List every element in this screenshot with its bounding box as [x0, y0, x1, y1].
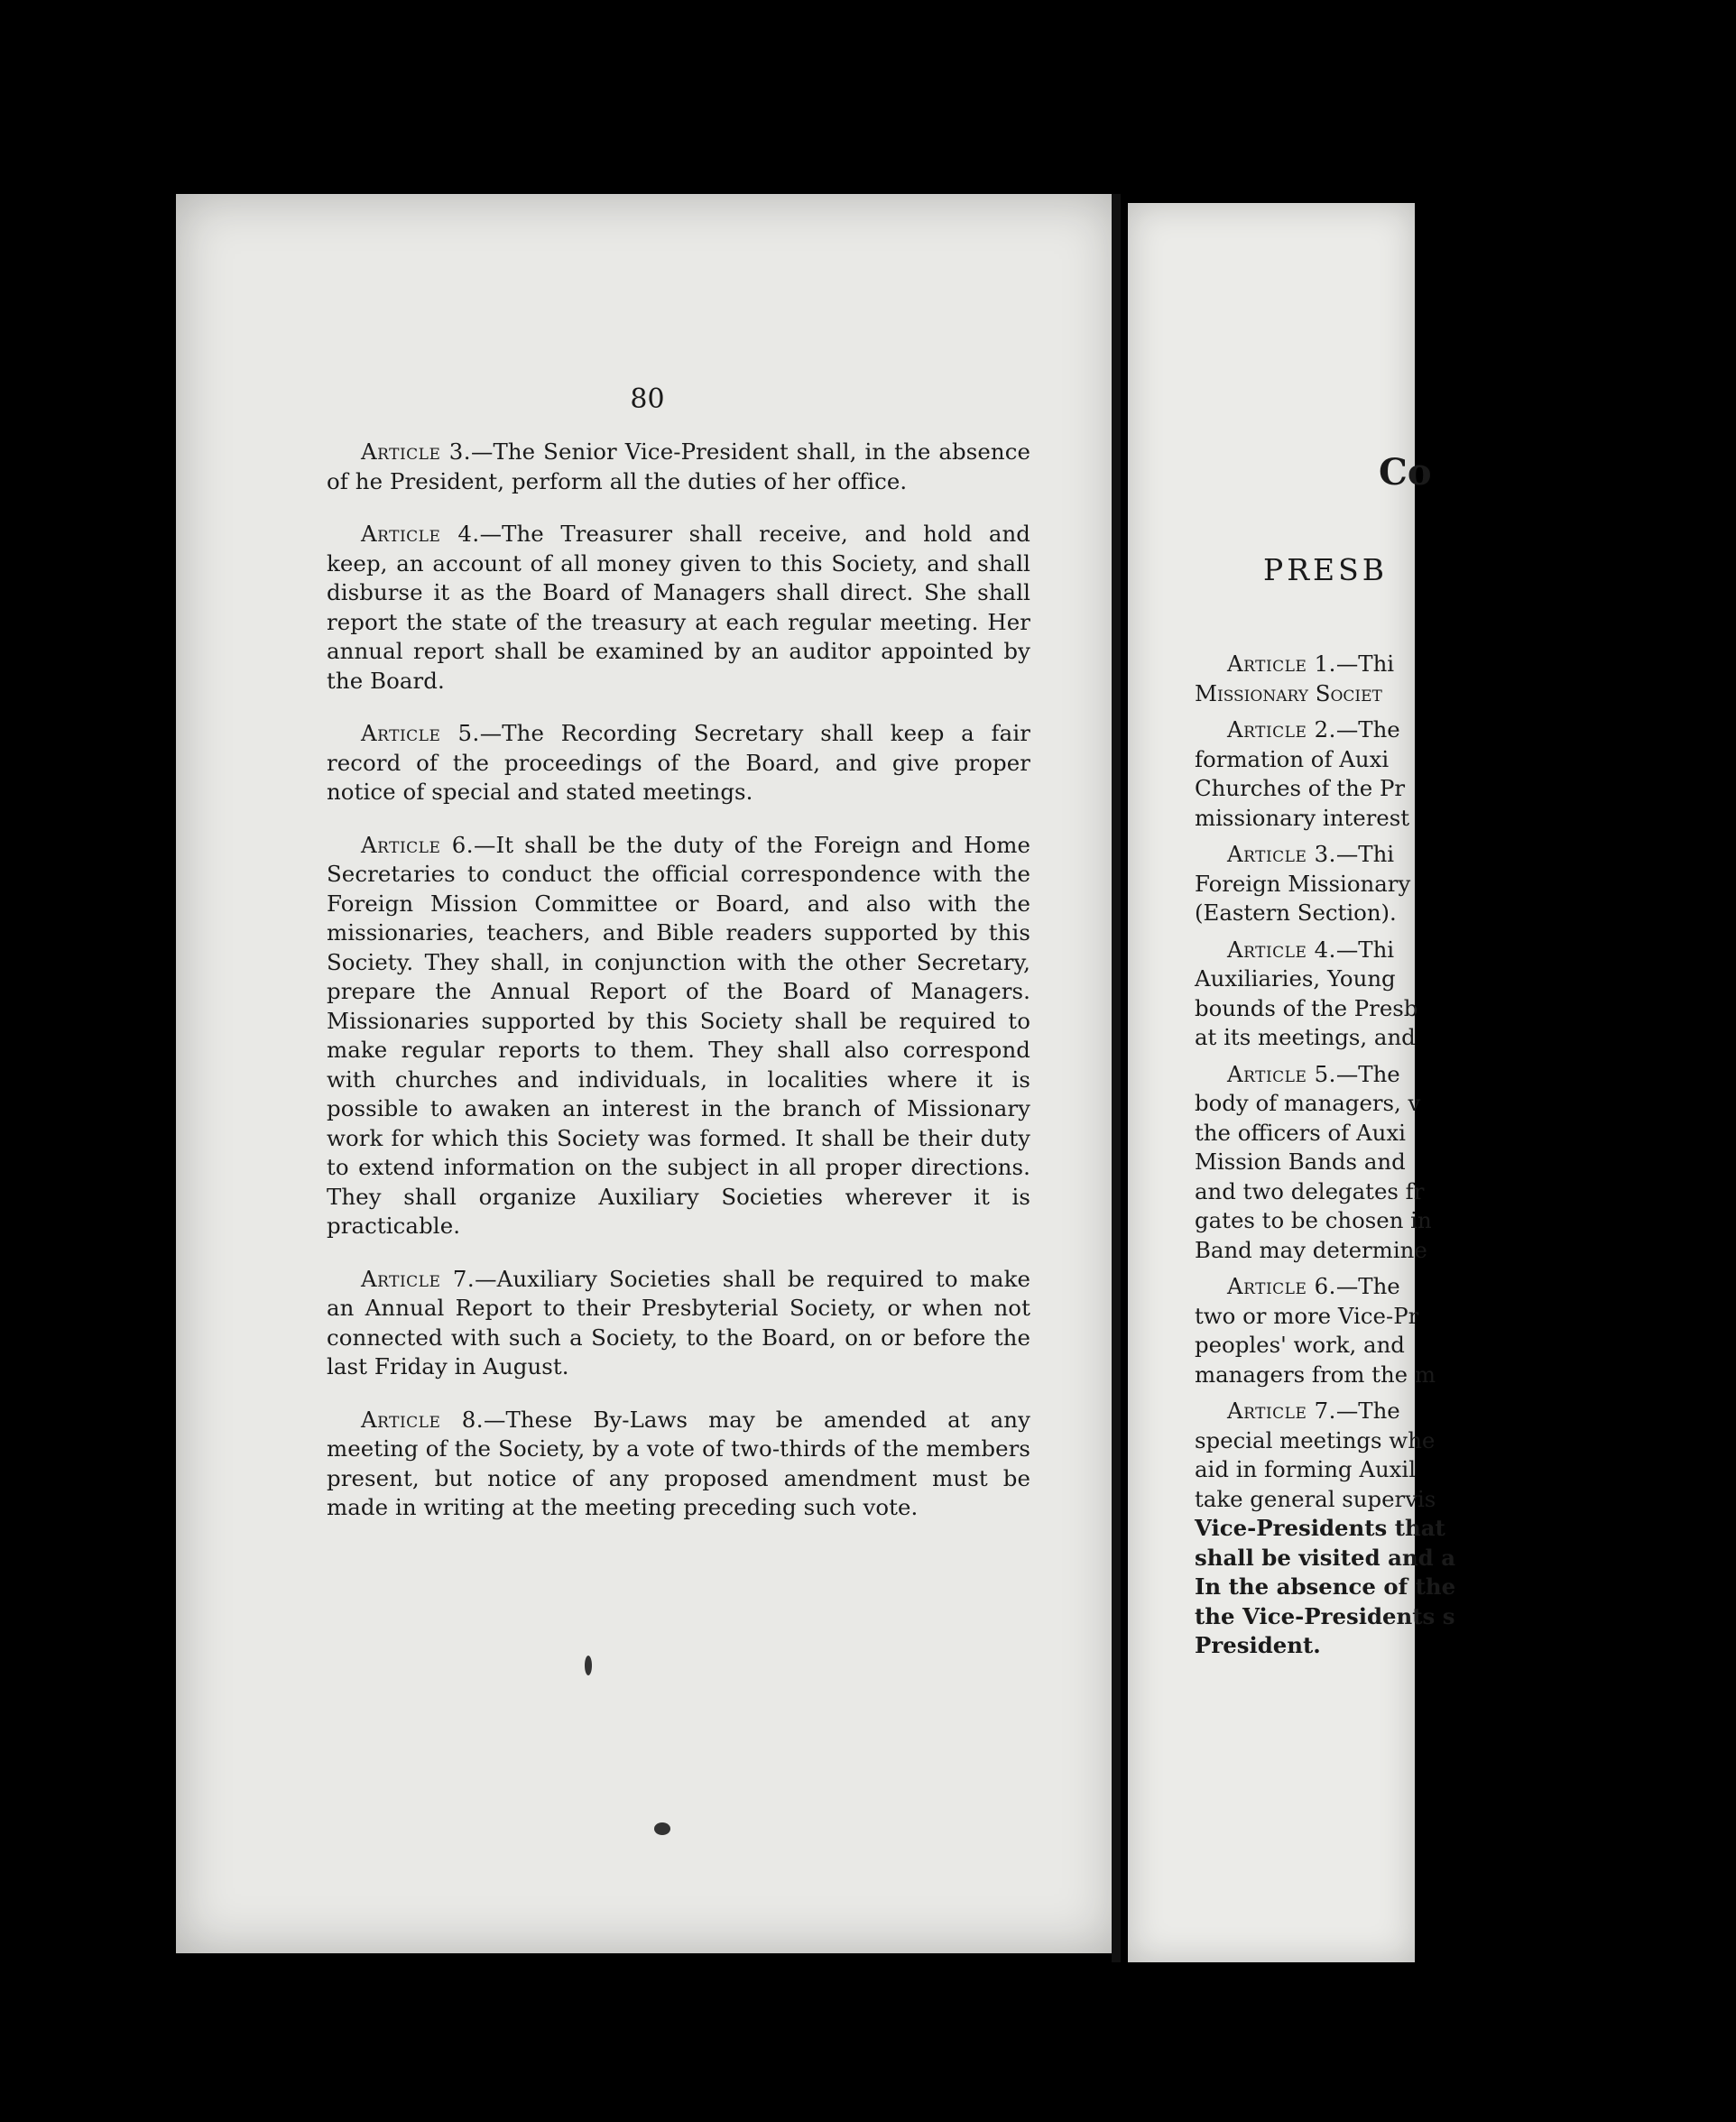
- line-text: body of managers, v: [1195, 1090, 1421, 1116]
- line-text: —The: [1335, 716, 1400, 743]
- article-paragraph: [327, 1265, 1030, 1382]
- line-text: missionary interest: [1195, 804, 1410, 831]
- line-text: Band may determine: [1195, 1236, 1427, 1263]
- line-text: In the absence of the: [1195, 1573, 1456, 1600]
- line-text: Vice-Presidents that: [1195, 1515, 1445, 1541]
- article-paragraph: [327, 831, 1030, 1241]
- right-page-line: [1195, 870, 1736, 900]
- line-text: Auxiliaries, Young: [1195, 965, 1396, 992]
- article-label: Article 6.: [1227, 1273, 1336, 1299]
- line-text: peoples' work, and: [1195, 1332, 1405, 1358]
- line-text: take general supervis: [1195, 1485, 1436, 1512]
- right-page-line: [1195, 1236, 1736, 1266]
- right-page-line: [1195, 1060, 1736, 1090]
- right-page: [1128, 203, 1456, 1962]
- line-text: Mission Bands and: [1195, 1149, 1406, 1175]
- line-text: the officers of Auxi: [1195, 1119, 1406, 1146]
- line-text: President.: [1195, 1632, 1321, 1658]
- right-page-body: [1195, 650, 1736, 1661]
- article-paragraph: [327, 520, 1030, 696]
- article-text: —The Treasurer shall receive, and hold and keep, an account of all money given to this Society, and shall disburse it as the Board of Managers shall direct. She shall report the state of the treasury at each regular meeting. Her annual report shall be examined by an auditor appointed by the Board.: [327, 521, 1030, 694]
- right-page-line: [1195, 1514, 1736, 1544]
- line-text: two or more Vice-Pr: [1195, 1302, 1419, 1329]
- left-page-body: [327, 438, 1030, 1546]
- line-text: (Eastern Section).: [1195, 900, 1397, 926]
- article-label: Article 5.: [361, 720, 480, 746]
- page-gutter: [1112, 194, 1121, 1962]
- right-page-line: [1195, 1023, 1736, 1053]
- article-label: Article 8.: [361, 1406, 485, 1433]
- article-label: Article 1.: [1227, 650, 1336, 677]
- right-heading: PRESB: [1263, 552, 1388, 587]
- right-page-line: [1195, 1426, 1736, 1456]
- ink-speck: [654, 1822, 670, 1835]
- right-page-line: [1195, 1544, 1736, 1573]
- right-page-line: [1195, 1302, 1736, 1332]
- right-page-line: [1195, 715, 1736, 745]
- right-page-line: [1195, 1455, 1736, 1485]
- right-page-line: [1195, 964, 1736, 994]
- line-text: managers from the m: [1195, 1361, 1436, 1388]
- right-page-line: [1195, 650, 1736, 679]
- article-text: —It shall be the duty of the Foreign and Home Secretaries to conduct the official correspondence with the Foreign Mission Committee or Board, and also with the missionaries, teachers, and Bible readers supported by this Society. They shall, in conjunction with the other Secretary, prepare the Annual Report of the Board of Managers. Missionaries supported by this Society shall be required to make regular reports to them. They shall also correspond with churches and individuals, in localities where it is possible to awaken an interest in the branch of Missionary work for which this Society was formed. It shall be their duty to extend information on the subject in all proper directions. They shall organize Auxiliary Societies wherever it is practicable.: [327, 831, 1030, 1239]
- right-page-line: [1195, 679, 1736, 709]
- ink-speck: [585, 1656, 592, 1675]
- article-paragraph: [327, 719, 1030, 807]
- right-page-line: [1195, 1272, 1736, 1302]
- right-page-line: [1195, 745, 1736, 775]
- article-text: —The Senior Vice-President shall, in the absence of he President, perform all the duties of her office.: [327, 438, 1030, 494]
- article-label: Article 7.: [361, 1265, 476, 1292]
- right-page-line: [1195, 1177, 1736, 1207]
- right-page-line: [1195, 1397, 1736, 1426]
- right-page-line: [1195, 1119, 1736, 1149]
- article-label: Article 6.: [361, 831, 475, 858]
- right-heading-initial: Co: [1379, 451, 1432, 494]
- right-page-line: [1195, 1485, 1736, 1515]
- article-label: Article 4.: [361, 521, 480, 547]
- article-text: —These By-Laws may be amended at any meeting of the Society, by a vote of two-thirds of the members present, but notice of any proposed amendment must be made in writing at the meeting preceding such vote.: [327, 1406, 1030, 1520]
- line-text: and two delegates fr: [1195, 1177, 1425, 1204]
- right-page-line: [1195, 936, 1736, 965]
- right-page-line: [1195, 1361, 1736, 1390]
- right-page-line: [1195, 899, 1736, 928]
- line-text: formation of Auxi: [1195, 745, 1390, 772]
- right-page-line: [1195, 994, 1736, 1024]
- article-paragraph: [327, 1406, 1030, 1523]
- article-text: —The Recording Secretary shall keep a fair record of the proceedings of the Board, and give proper notice of special and stated meetings.: [327, 720, 1030, 805]
- line-text: —The: [1335, 1273, 1400, 1299]
- article-label: Article 2.: [1227, 716, 1336, 743]
- right-page-line: [1195, 1089, 1736, 1119]
- article-paragraph: [327, 438, 1030, 496]
- article-label: Article 7.: [1227, 1398, 1336, 1424]
- line-text: shall be visited and a: [1195, 1544, 1456, 1571]
- line-text: —Thi: [1335, 936, 1395, 963]
- right-page-line: [1195, 840, 1736, 870]
- right-page-line: [1195, 804, 1736, 834]
- article-label: Article 3.: [361, 438, 472, 465]
- line-text: aid in forming Auxil: [1195, 1456, 1417, 1482]
- line-text: —The: [1335, 1398, 1400, 1424]
- right-page-line: [1195, 1206, 1736, 1236]
- right-page-line: [1195, 1331, 1736, 1361]
- article-text: —Auxiliary Societies shall be required to make an Annual Report to their Presbyterial Society, or when not connected with such a Society, to the Board, on or before the last Friday in August.: [327, 1265, 1030, 1379]
- article-label: Article 3.: [1227, 841, 1336, 867]
- right-page-line: [1195, 1602, 1736, 1632]
- right-page-line: [1195, 1148, 1736, 1177]
- right-page-line: [1195, 1573, 1736, 1602]
- right-page-line: [1195, 774, 1736, 804]
- article-label: Article 5.: [1227, 1060, 1336, 1087]
- line-text: the Vice-Presidents s: [1195, 1602, 1455, 1629]
- right-page-line: [1195, 1631, 1736, 1661]
- line-text: special meetings whe: [1195, 1426, 1436, 1453]
- line-text: gates to be chosen in: [1195, 1207, 1432, 1233]
- left-page: [176, 194, 1119, 1953]
- line-text: —Thi: [1335, 650, 1395, 677]
- article-label: Article 4.: [1227, 936, 1336, 963]
- line-text: —The: [1335, 1060, 1400, 1087]
- line-text: bounds of the Presb: [1195, 994, 1418, 1021]
- page-number: 80: [630, 383, 665, 415]
- line-text: Missionary Societ: [1195, 679, 1382, 706]
- line-text: —Thi: [1335, 841, 1395, 867]
- line-text: Churches of the Pr: [1195, 775, 1406, 801]
- line-text: Foreign Missionary: [1195, 870, 1411, 897]
- line-text: at its meetings, and: [1195, 1024, 1416, 1050]
